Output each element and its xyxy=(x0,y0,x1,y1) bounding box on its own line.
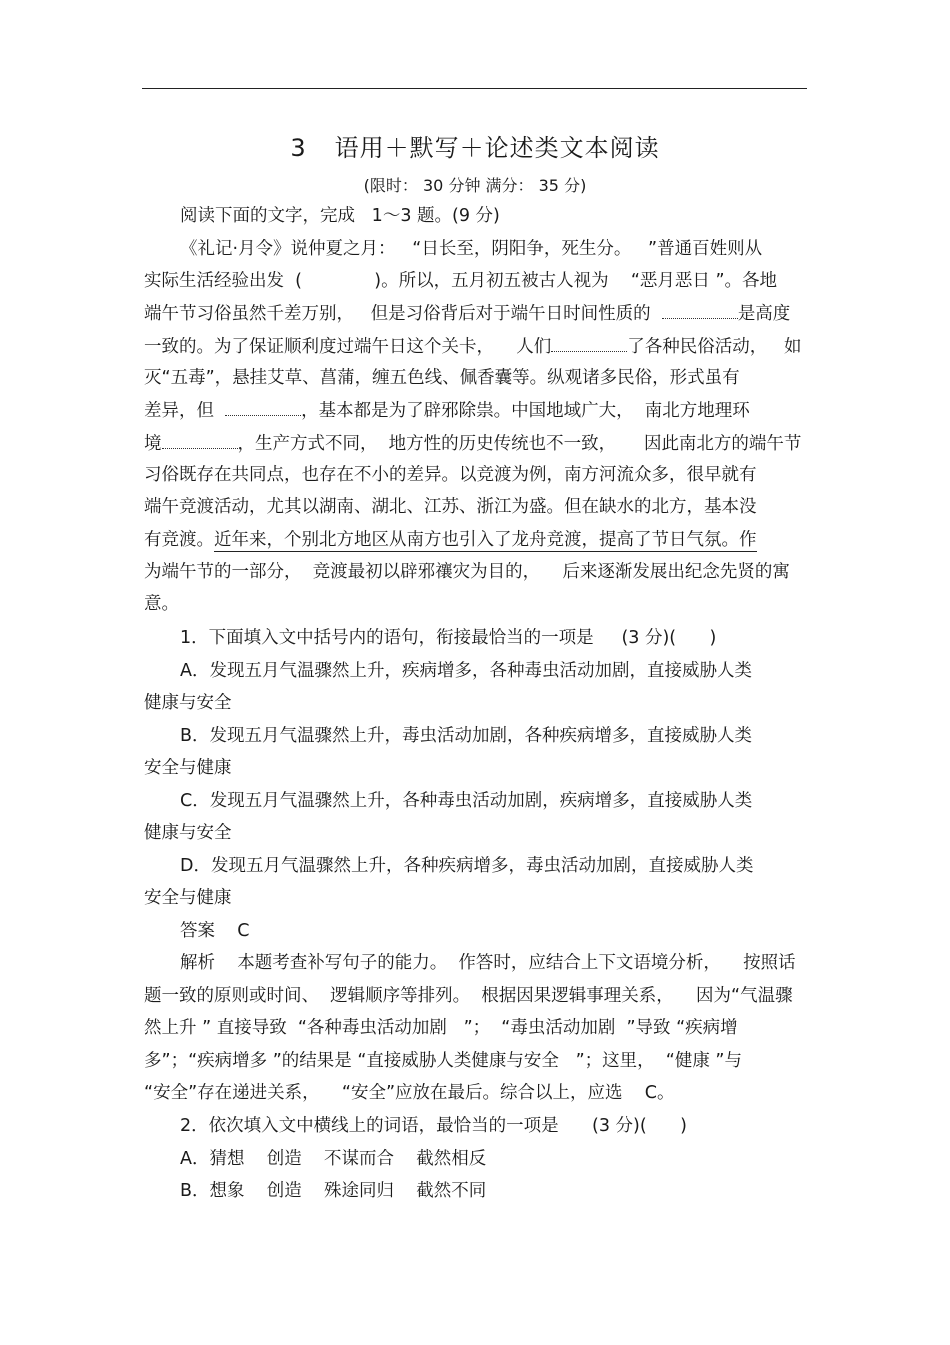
passage-text: 了各种民俗活动， 如 xyxy=(627,337,802,357)
passage-line: 意。 xyxy=(144,594,179,614)
passage-text: 有竞渡。 xyxy=(144,530,214,550)
passage-text: ，基本都是为了辟邪除祟。中国地域广大， 南北方地理环 xyxy=(301,401,750,421)
q1-option-b: B．发现五月气温骤然上升，毒虫活动加剧，各种疾病增多，直接威胁人类 xyxy=(180,726,753,746)
passage-text: 境 xyxy=(144,434,162,454)
title-number: 3 xyxy=(290,134,307,162)
passage-text: 一致的。为了保证顺利度过端午日这个关卡， 人们 xyxy=(144,337,552,357)
q2-option-a: A．猜想 创造 不谋而合 截然相反 xyxy=(180,1149,487,1169)
q1-option-c: C．发现五月气温骤然上升，各种毒虫活动加剧，疾病增多，直接威胁人类 xyxy=(180,791,753,811)
q1-explanation: 然上升 ” 直接导致 “各种毒虫活动加剧 ”； “毒虫活动加剧 ”导致 “疾病增 xyxy=(144,1018,738,1038)
passage-line xyxy=(144,529,757,551)
page-title xyxy=(0,128,950,163)
underlined-sentence: 近年来，个别北方地区从南方也引入了龙舟竞渡，提高了节日气氛。作 xyxy=(214,530,757,550)
fill-blank xyxy=(662,302,738,319)
q1-option-a-cont: 健康与安全 xyxy=(144,693,232,713)
q1-option-c-cont: 健康与安全 xyxy=(144,823,232,843)
q1-explanation: 解析 本题考查补写句子的能力。 作答时，应结合上下文语境分析， 按照话 xyxy=(180,953,796,973)
question-1-stem: 1．下面填入文中括号内的语句，衔接最恰当的一项是 (3 分)( ) xyxy=(180,628,717,648)
passage-text: 差异，但 xyxy=(144,401,226,421)
q1-answer: 答案 C xyxy=(180,921,250,941)
fill-blank xyxy=(551,335,627,352)
passage-text: ，生产方式不同， 地方性的历史传统也不一致， 因此南北方的端午节 xyxy=(237,434,802,454)
q1-explanation: “安全”存在递进关系， “安全”应放在最后。综合以上，应选 C。 xyxy=(144,1083,675,1103)
top-rule xyxy=(142,88,807,89)
fill-blank xyxy=(162,432,238,449)
passage-line: 端午竞渡活动，尤其以湖南、湖北、江苏、浙江为盛。但在缺水的北方，基本没 xyxy=(144,497,757,517)
passage-line: 灭“五毒”，悬挂艾草、菖蒲，缠五色线、佩香囊等。纵观诸多民俗，形式虽有 xyxy=(144,368,740,388)
intro-text: 阅读下面的文字，完成 1～3 题。(9 分) xyxy=(180,206,500,226)
passage-line xyxy=(144,302,790,325)
q1-explanation: 多”；“疾病增多 ”的结果是 “直接威胁人类健康与安全 ”；这里， “健康 ”与 xyxy=(144,1051,742,1071)
passage-line xyxy=(144,335,801,358)
passage-line xyxy=(144,399,750,422)
q1-option-b-cont: 安全与健康 xyxy=(144,758,232,778)
question-2-stem: 2．依次填入文中横线上的词语，最恰当的一项是 (3 分)( ) xyxy=(180,1116,687,1136)
title-text: 语用＋默写＋论述类文本阅读 xyxy=(334,134,660,162)
q1-option-d: D．发现五月气温骤然上升，各种疾病增多，毒虫活动加剧，直接威胁人类 xyxy=(180,856,754,876)
q2-option-b: B．想象 创造 殊途同归 截然不同 xyxy=(180,1181,487,1201)
fill-blank xyxy=(225,399,301,416)
page-subtitle: (限时： 30 分钟 满分： 35 分) xyxy=(363,176,587,195)
passage-line: 习俗既存在共同点，也存在不小的差异。以竞渡为例，南方河流众多，很早就有 xyxy=(144,465,757,485)
passage-line xyxy=(144,432,801,455)
passage-line: 实际生活经验出发 ( )。所以，五月初五被古人视为 “恶月恶日 ”。各地 xyxy=(144,271,778,291)
passage-text: 端午节习俗虽然千差万别， 但是习俗背后对于端午日时间性质的 xyxy=(144,304,662,324)
q1-option-a: A．发现五月气温骤然上升，疾病增多，各种毒虫活动加剧，直接威胁人类 xyxy=(180,661,752,681)
passage-text: 是高度 xyxy=(737,304,791,324)
passage-line: 为端午节的一部分， 竞渡最初以辟邪禳灾为目的， 后来逐渐发展出纪念先贤的寓 xyxy=(144,562,790,582)
passage-line: 《礼记·月令》说仲夏之月： “日长至，阴阳争，死生分。 ”普通百姓则从 xyxy=(180,239,763,259)
q1-option-d-cont: 安全与健康 xyxy=(144,888,232,908)
q1-explanation: 题一致的原则或时间、 逻辑顺序等排列。 根据因果逻辑事理关系， 因为“气温骤 xyxy=(144,986,793,1006)
